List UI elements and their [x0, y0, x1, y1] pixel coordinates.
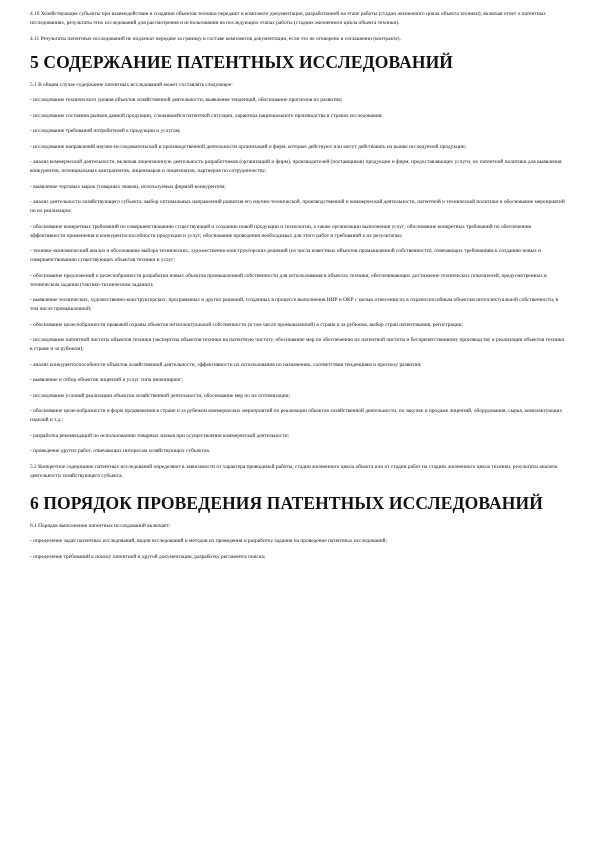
section-5-paragraph: - выявление технических, художественно-конструкторских, программных и других решений, созданных в процессе выполнения НИР и ОКР с целью отнесения их к охраноспособным объектам интеллектуальной собственности, в том числе промышленной;: [30, 297, 559, 312]
section-5-paragraph: - исследование технического уровня объектов хозяйственной деятельности, выявление тенденций, обоснование прогнозов их развития;: [30, 97, 343, 103]
section-5-paragraph: - исследование состояния рынков данной продукции, сложившейся патентной ситуации, характера национального производства в странах исследования;: [30, 112, 383, 119]
section-5-paragraph: - обоснование предложений о целесообразности разработки новых объектов промышленной собственности для использования в объектах техники, обеспечивающих достижение технических показателей, предусмотренных в техническом задании (тактико-техническом задании);: [30, 272, 547, 288]
section-5-paragraph: 5.2 Конкретное содержание патентных исследований определяют в зависимости от характера проводимой работы, стадии жизненного цикла объекта или от стадии работ на стадиях жизненного цикла техники, результаты анализа деятельности хозяйствующего субъекта.: [30, 463, 558, 479]
section-6-paragraph: 6.1 Порядок выполнения патентных исследований включает:: [30, 522, 171, 529]
section-5-paragraph: - исследование требований потребителей к продукции и услугам;: [30, 128, 181, 134]
section-6-paragraph: - определение требований к поиску патентной и другой документации, разработку регламента поиска;: [30, 553, 266, 560]
section-5-paragraph: - анализ коммерческой деятельности, включая лицензионную деятельность разработчиков (организаций и фирм), производителей (поставщиков) продукции и фирм, предоставляющих услуги, их патентной политики для выявления конкурентов, потенциальных контрагентов, лицензиаров и лицензиатов, партнеров по сотрудничеству;: [30, 159, 562, 174]
section-5-heading: 5 СОДЕРЖАНИЕ ПАТЕНТНЫХ ИССЛЕДОВАНИЙ: [30, 51, 454, 72]
section-6-paragraph: - определение задач патентных исследований, видов исследований и методов их проведения и разработку задания на проведение патентных исследований;: [30, 538, 387, 544]
section-5-paragraph: - разработка рекомендаций по использованию товарных знаков при осуществлении коммерческой деятельности;: [30, 432, 290, 439]
section-5-paragraph: - исследование патентной чистоты объектов техники (экспертиза объектов техники на патентную чистоту, обоснование мер по обеспечению их патентной чистоты и беспрепятственному производству и реализации объектов техники в стране и за рубежом);: [30, 337, 565, 352]
section-5-paragraph: - исследование условий реализации объектов хозяйственной деятельности, обоснование мер по их оптимизации;: [30, 392, 291, 399]
section-5-body: [30, 81, 565, 481]
section-5-paragraph: 5.1 В общем случае содержание патентных исследований может составлять следующее:: [30, 81, 233, 88]
section-5-paragraph: - исследование направлений научно-исследовательской и производственной деятельности организаций и фирм, которые действуют или могут действовать на рынке исследуемой продукции;: [30, 143, 467, 150]
section-5-paragraph: - выявление торговых марок (товарных знаков), используемых фирмой-конкурентом;: [30, 183, 226, 190]
section-5-paragraph: - выявление и отбор объектов лицензий и услуг типа инжиниринг;: [30, 377, 183, 383]
section-5-paragraph: - технико-экономический анализ и обоснование выбора технических, художественно-конструкторских решений (из числа известных объектов промышленной собственности), отвечающих требованиям к созданию новых и совершенствованию существующих объектов техники и услуг;: [30, 248, 542, 263]
section-5-paragraph: - обоснование целесообразности и форм продвижения в стране и за рубежом коммерческих мероприятий по реализации объектов хозяйственной деятельности, по закупке и продаже лицензий, оборудования, сырья, комплектующих изделий и т.д.;: [30, 408, 563, 423]
paragraph-4-10: 4.10 Хозяйствующие субъекты при взаимодействии в создании объектов техники передают в комплекте документации, разработанной на этапе работы (стадии жизненного цикла объекта техники), включая отчет о патентных исследованиях, результаты этих исследований для рассмотрения и использования на последующих этапах работы (стадиях жизненного цикла объекта техники).: [30, 11, 546, 26]
section-5-paragraph: - обоснование конкретных требований по совершенствованию существующей и созданию новой продукции и технологии, а также организации выполнения услуг; обоснование конкретных требований по обеспечению эффективности применения и конкурентоспособности продукции и услуг; обоснование проведения необходимых для этого работ и требований к их результатам;: [30, 223, 532, 239]
section-5-paragraph: - проведение других работ, отвечающих интересам хозяйствующих субъектов.: [30, 448, 211, 454]
section-5-paragraph: - анализ деятельности хозяйствующего субъекта; выбор оптимальных направлений развития его научно-технической, производственной и коммерческой деятельности, патентной и технической политики и обоснование мероприятий по их реализации;: [30, 199, 565, 214]
section-6-heading: 6 ПОРЯДОК ПРОВЕДЕНИЯ ПАТЕНТНЫХ ИССЛЕДОВАНИЙ: [30, 492, 543, 513]
section-5-paragraph: - анализ конкурентоспособности объектов хозяйственной деятельности, эффективности их использования по назначению, соответствия тенденциям и прогнозу развития;: [30, 361, 422, 368]
section-5-paragraph: - обоснование целесообразности правовой охраны объектов интеллектуальной собственности (в том числе промышленной) в стране и за рубежом, выбор стран патентования, регистрации;: [30, 321, 464, 328]
paragraph-4-11: 4.11 Результаты патентных исследований не подлежат передаче за границу в составе комплектов документации, если это не оговорено в соглашении (контракте).: [30, 35, 401, 42]
section-6-body: [30, 522, 565, 562]
